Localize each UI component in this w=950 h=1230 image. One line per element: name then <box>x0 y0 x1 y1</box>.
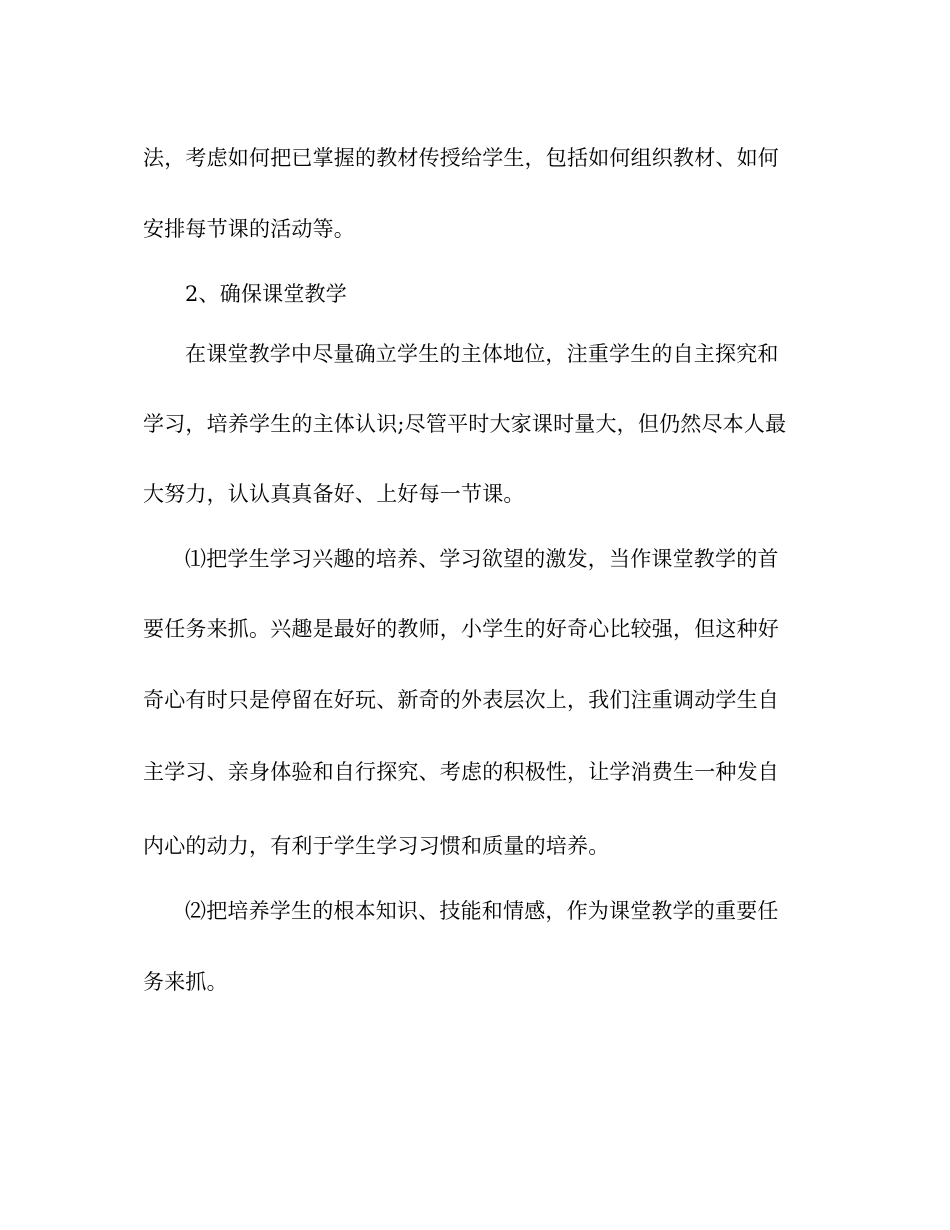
text-line: ⑵把培养学生的根本知识、技能和情感，作为课堂教学的重要任 <box>185 899 779 923</box>
text-line: 要任务来抓。兴趣是最好的教师，小学生的好奇心比较强，但这种好 <box>143 617 779 641</box>
text-line: 主学习、亲身体验和自行探究、考虑的积极性，让学消费生一种发自 <box>143 760 779 784</box>
text-line: 学习，培养学生的主体认识;尽管平时大家课时量大，但仍然尽本人最 <box>143 412 787 436</box>
section-heading: 2、确保课堂教学 <box>185 282 347 306</box>
text-line: 奇心有时只是停留在好玩、新奇的外表层次上，我们注重调动学生自 <box>143 688 779 712</box>
text-line: ⑴把学生学习兴趣的培养、学习欲望的激发，当作课堂教学的首 <box>185 547 779 571</box>
text-line: 大努力，认认真真备好、上好每一节课。 <box>143 482 525 506</box>
text-line: 法，考虑如何把已掌握的教材传授给学生，包括如何组织教材、如何 <box>143 146 779 170</box>
text-line: 在课堂教学中尽量确立学生的主体地位，注重学生的自主探究和 <box>185 342 779 366</box>
text-line: 务来抓。 <box>143 970 228 994</box>
text-line: 安排每节课的活动等。 <box>143 217 355 241</box>
text-line: 内心的动力，有利于学生学习习惯和质量的培养。 <box>143 834 610 858</box>
